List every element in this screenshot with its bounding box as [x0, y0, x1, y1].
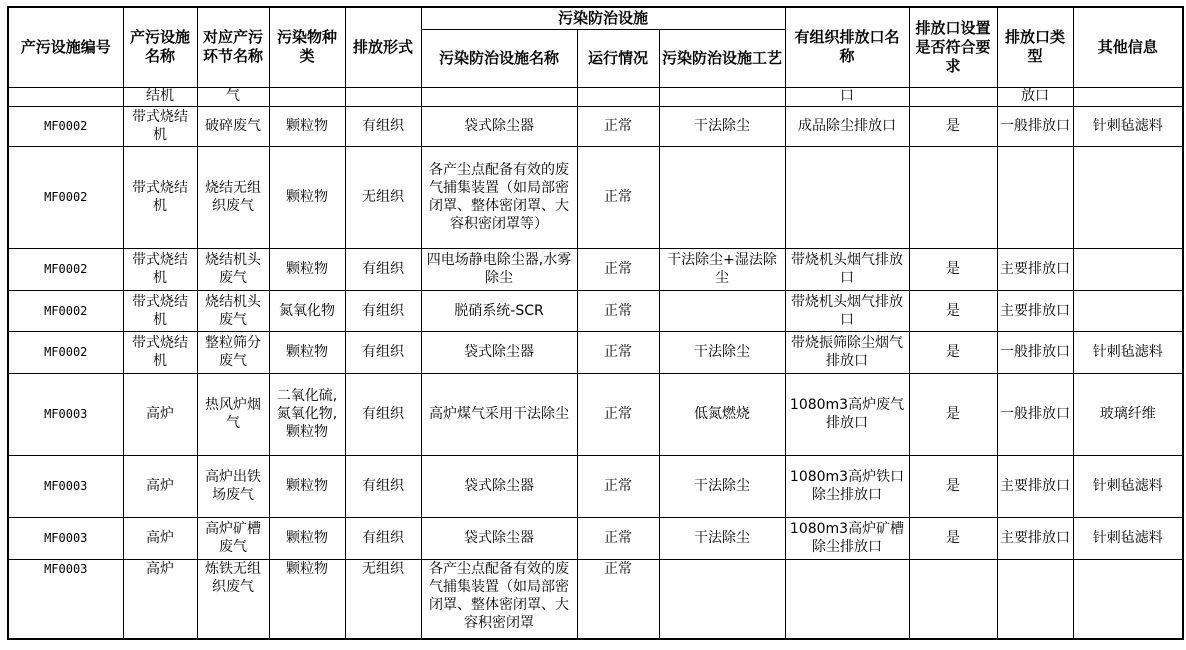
cell-type: 一般排放口: [997, 106, 1073, 146]
header-pollutant: 污染物种类: [269, 7, 345, 87]
cell-other: [1073, 248, 1183, 290]
cell-facility: 高炉: [123, 373, 197, 455]
cell-compliant: [909, 559, 997, 639]
cell-outlet: 1080m3高炉铁口除尘排放口: [785, 455, 909, 517]
cell-code: MF0002: [8, 106, 123, 146]
cell-other: [1073, 146, 1183, 248]
cell-operation: 正常: [577, 290, 659, 331]
cell-segment: 炼铁无组织废气: [197, 559, 269, 639]
cell-facility: 高炉: [123, 517, 197, 559]
cell-type: 一般排放口: [997, 373, 1073, 455]
cell-process: 干法除尘+湿法除尘: [659, 248, 785, 290]
cell-pollutant: 二氧化硫,氮氧化物,颗粒物: [269, 373, 345, 455]
cell-outlet: 带烧机头烟气排放口: [785, 290, 909, 331]
permit-table-sheet: [7, 6, 1184, 640]
cell-control: 各产尘点配备有效的废气捕集装置（如局部密闭罩、整体密闭罩、大容积密闭罩: [421, 559, 577, 639]
cell-operation: 正常: [577, 517, 659, 559]
table-row: [8, 146, 1183, 248]
header-process: 污染防治设施工艺: [659, 29, 785, 87]
cell-control: 脱硝系统-SCR: [421, 290, 577, 331]
cell-segment: 烧结机头废气: [197, 290, 269, 331]
cell-code: [8, 87, 123, 106]
table-row: [8, 248, 1183, 290]
cell-segment: 整粒筛分废气: [197, 331, 269, 373]
cell-code: MF0003: [8, 373, 123, 455]
cell-other: 针刺毡滤料: [1073, 517, 1183, 559]
cell-process: 干法除尘: [659, 106, 785, 146]
cell-segment: 破碎废气: [197, 106, 269, 146]
cell-segment: 高炉出铁场废气: [197, 455, 269, 517]
cell-segment: 热风炉烟气: [197, 373, 269, 455]
table-row: [8, 559, 1183, 639]
table-row: [8, 290, 1183, 331]
cell-compliant: 是: [909, 106, 997, 146]
cell-process: 干法除尘: [659, 517, 785, 559]
table-row: [8, 373, 1183, 455]
cell-facility: [123, 87, 197, 106]
table-row: [8, 106, 1183, 146]
cell-process: 干法除尘: [659, 331, 785, 373]
header-facility-name: 产污设施名称: [123, 7, 197, 87]
cell-form: 无组织: [345, 146, 421, 248]
cell-pollutant: 颗粒物: [269, 559, 345, 639]
cell-pollutant: [269, 87, 345, 106]
header-facility-code: 产污设施编号: [8, 7, 123, 87]
header-control-name: 污染防治设施名称: [421, 29, 577, 87]
cell-operation: 正常: [577, 331, 659, 373]
cell-code: MF0003: [8, 559, 123, 639]
cell-compliant: 是: [909, 373, 997, 455]
cell-code: MF0002: [8, 331, 123, 373]
cell-compliant: 是: [909, 290, 997, 331]
cell-control: 各产尘点配备有效的废气捕集装置（如局部密闭罩、整体密闭罩、大容积密闭罩等）: [421, 146, 577, 248]
header-outlet-type: 排放口类型: [997, 7, 1073, 87]
cell-other: [1073, 559, 1183, 639]
cell-control: 袋式除尘器: [421, 517, 577, 559]
cell-pollutant: 氮氧化物: [269, 290, 345, 331]
cell-other: 针刺毡滤料: [1073, 455, 1183, 517]
cell-type: [997, 146, 1073, 248]
cell-code: MF0003: [8, 455, 123, 517]
cell-facility: 高炉: [123, 455, 197, 517]
cell-process: [659, 559, 785, 639]
cell-compliant: 是: [909, 517, 997, 559]
cell-operation: 正常: [577, 373, 659, 455]
partial-facility-text: 结机: [146, 87, 174, 104]
cell-pollutant: 颗粒物: [269, 248, 345, 290]
cell-type: [997, 559, 1073, 639]
cell-outlet: [785, 146, 909, 248]
cell-code: MF0002: [8, 290, 123, 331]
cell-process: 低氮燃烧: [659, 373, 785, 455]
cell-other: [1073, 87, 1183, 106]
cell-facility: 带式烧结机: [123, 146, 197, 248]
cell-form: 有组织: [345, 517, 421, 559]
cell-compliant: 是: [909, 331, 997, 373]
cell-pollutant: 颗粒物: [269, 331, 345, 373]
cell-type: 主要排放口: [997, 517, 1073, 559]
cell-other: 针刺毡滤料: [1073, 331, 1183, 373]
table-row: [8, 331, 1183, 373]
cell-compliant: [909, 87, 997, 106]
pollution-facility-table: [7, 6, 1184, 640]
cell-control: [421, 87, 577, 106]
cell-pollutant: 颗粒物: [269, 517, 345, 559]
cell-outlet: 成品除尘排放口: [785, 106, 909, 146]
table-row-partial: [8, 87, 1183, 106]
cell-segment: 烧结机头废气: [197, 248, 269, 290]
header-operation: 运行情况: [577, 29, 659, 87]
cell-control: 袋式除尘器: [421, 331, 577, 373]
cell-type: 主要排放口: [997, 290, 1073, 331]
cell-form: 有组织: [345, 331, 421, 373]
cell-facility: 带式烧结机: [123, 290, 197, 331]
cell-segment: 烧结无组织废气: [197, 146, 269, 248]
cell-form: 有组织: [345, 248, 421, 290]
cell-pollutant: 颗粒物: [269, 106, 345, 146]
cell-outlet: 带烧振筛除尘烟气排放口: [785, 331, 909, 373]
partial-segment-text: 气: [226, 87, 240, 104]
cell-outlet: [785, 559, 909, 639]
cell-form: [345, 87, 421, 106]
cell-facility: 带式烧结机: [123, 248, 197, 290]
cell-segment: [197, 87, 269, 106]
cell-facility: 高炉: [123, 559, 197, 639]
header-other: 其他信息: [1073, 7, 1183, 87]
cell-outlet: 带烧机头烟气排放口: [785, 248, 909, 290]
cell-process: [659, 290, 785, 331]
cell-type: 一般排放口: [997, 331, 1073, 373]
table-row: [8, 517, 1183, 559]
cell-type: 主要排放口: [997, 455, 1073, 517]
cell-form: 有组织: [345, 106, 421, 146]
cell-segment: 高炉矿槽废气: [197, 517, 269, 559]
cell-compliant: [909, 146, 997, 248]
partial-type-text: 放口: [1021, 87, 1049, 104]
cell-outlet: [785, 87, 909, 106]
cell-process: [659, 146, 785, 248]
header-emission-form: 排放形式: [345, 7, 421, 87]
cell-code: MF0002: [8, 146, 123, 248]
cell-form: 无组织: [345, 559, 421, 639]
cell-other: 针刺毡滤料: [1073, 106, 1183, 146]
cell-type: [997, 87, 1073, 106]
cell-operation: 正常: [577, 455, 659, 517]
cell-operation: 正常: [577, 248, 659, 290]
cell-pollutant: 颗粒物: [269, 146, 345, 248]
cell-control: 高炉煤气采用干法除尘: [421, 373, 577, 455]
cell-operation: 正常: [577, 146, 659, 248]
cell-operation: [577, 87, 659, 106]
cell-pollutant: 颗粒物: [269, 455, 345, 517]
cell-form: 有组织: [345, 290, 421, 331]
cell-facility: 带式烧结机: [123, 106, 197, 146]
partial-outlet-text: 口: [840, 87, 854, 104]
cell-compliant: 是: [909, 455, 997, 517]
cell-code: MF0003: [8, 517, 123, 559]
table-body: [8, 106, 1183, 639]
cell-form: 有组织: [345, 373, 421, 455]
cell-control: 袋式除尘器: [421, 106, 577, 146]
cell-code: MF0002: [8, 248, 123, 290]
header-outlet-name: 有组织排放口名称: [785, 7, 909, 87]
cell-facility: 带式烧结机: [123, 331, 197, 373]
header-compliant: 排放口设置是否符合要求: [909, 7, 997, 87]
cell-outlet: 1080m3高炉矿槽除尘排放口: [785, 517, 909, 559]
cell-operation: 正常: [577, 559, 659, 639]
table-row: [8, 455, 1183, 517]
cell-type: 主要排放口: [997, 248, 1073, 290]
header-segment-name: 对应产污环节名称: [197, 7, 269, 87]
header-control-group: 污染防治设施: [421, 7, 785, 29]
cell-operation: 正常: [577, 106, 659, 146]
cell-process: [659, 87, 785, 106]
cell-other: [1073, 290, 1183, 331]
cell-control: 袋式除尘器: [421, 455, 577, 517]
cell-compliant: 是: [909, 248, 997, 290]
cell-other: 玻璃纤维: [1073, 373, 1183, 455]
cell-form: 有组织: [345, 455, 421, 517]
cell-outlet: 1080m3高炉废气排放口: [785, 373, 909, 455]
cell-control: 四电场静电除尘器,水雾除尘: [421, 248, 577, 290]
cell-process: 干法除尘: [659, 455, 785, 517]
